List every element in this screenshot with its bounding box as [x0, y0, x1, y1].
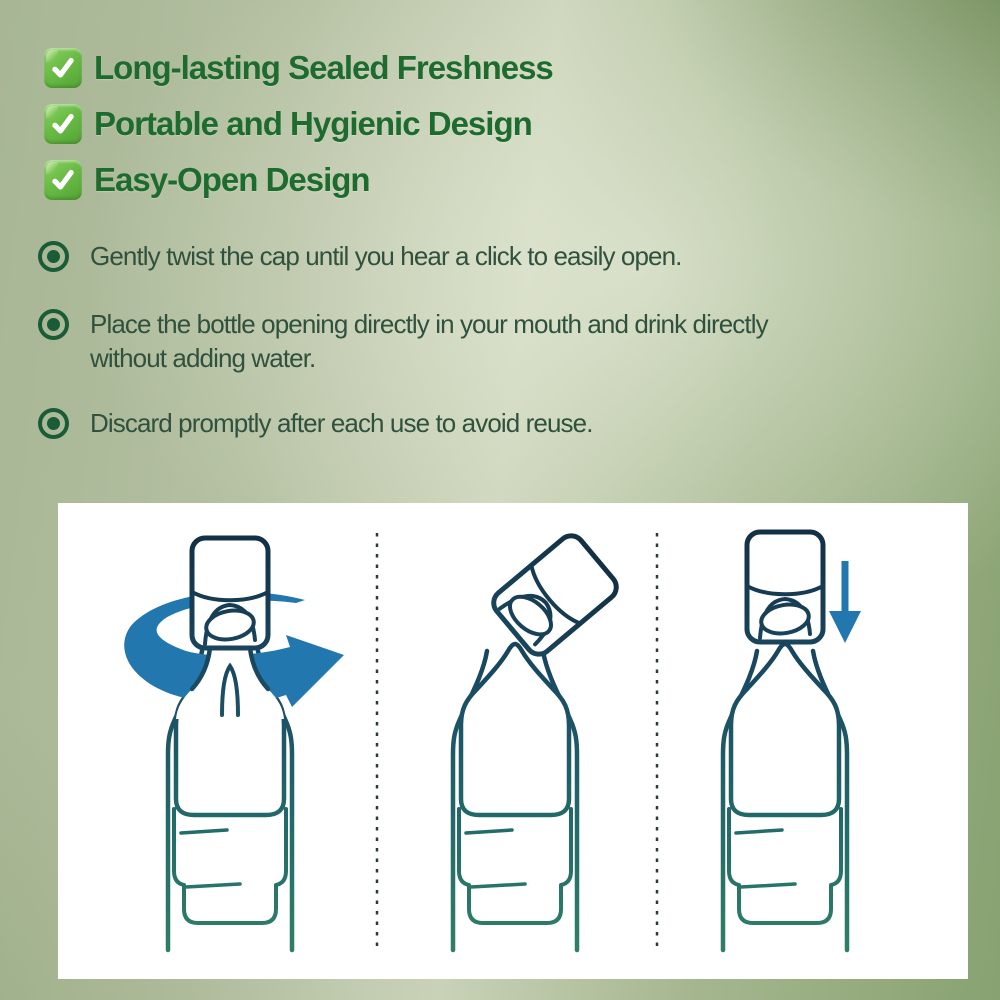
bullet-target-icon	[38, 241, 69, 272]
how-to-open-diagram-panel	[58, 503, 968, 979]
instruction-text: Discard promptly after each use to avoid reuse.	[90, 408, 593, 438]
bottle-capped-twist-arrow-illustration	[124, 538, 344, 950]
bottle-cap-removed-tilted-illustration	[453, 531, 622, 950]
bottle-steps-illustration	[58, 503, 968, 979]
green-checkbox-icon	[44, 160, 82, 200]
feature-item	[44, 102, 532, 146]
feature-item	[44, 46, 553, 90]
bullet-target-icon	[38, 309, 69, 340]
instruction-text: Place the bottle opening directly in your mouth and drink directly without adding water.	[90, 309, 768, 373]
instruction-item	[38, 406, 770, 440]
feature-label: Easy-Open Design	[94, 161, 370, 198]
instruction-item	[38, 307, 770, 375]
green-checkbox-icon	[44, 48, 82, 88]
bullet-target-icon	[38, 408, 69, 439]
green-checkbox-icon	[44, 104, 82, 144]
bottle-open-with-down-arrow-illustration	[723, 532, 861, 950]
feature-item	[44, 158, 370, 202]
instruction-item	[38, 239, 770, 273]
instruction-text: Gently twist the cap until you hear a click to easily open.	[90, 241, 682, 271]
down-arrow-icon	[829, 561, 861, 643]
feature-label: Long-lasting Sealed Freshness	[94, 49, 553, 86]
feature-label: Portable and Hygienic Design	[94, 105, 532, 142]
